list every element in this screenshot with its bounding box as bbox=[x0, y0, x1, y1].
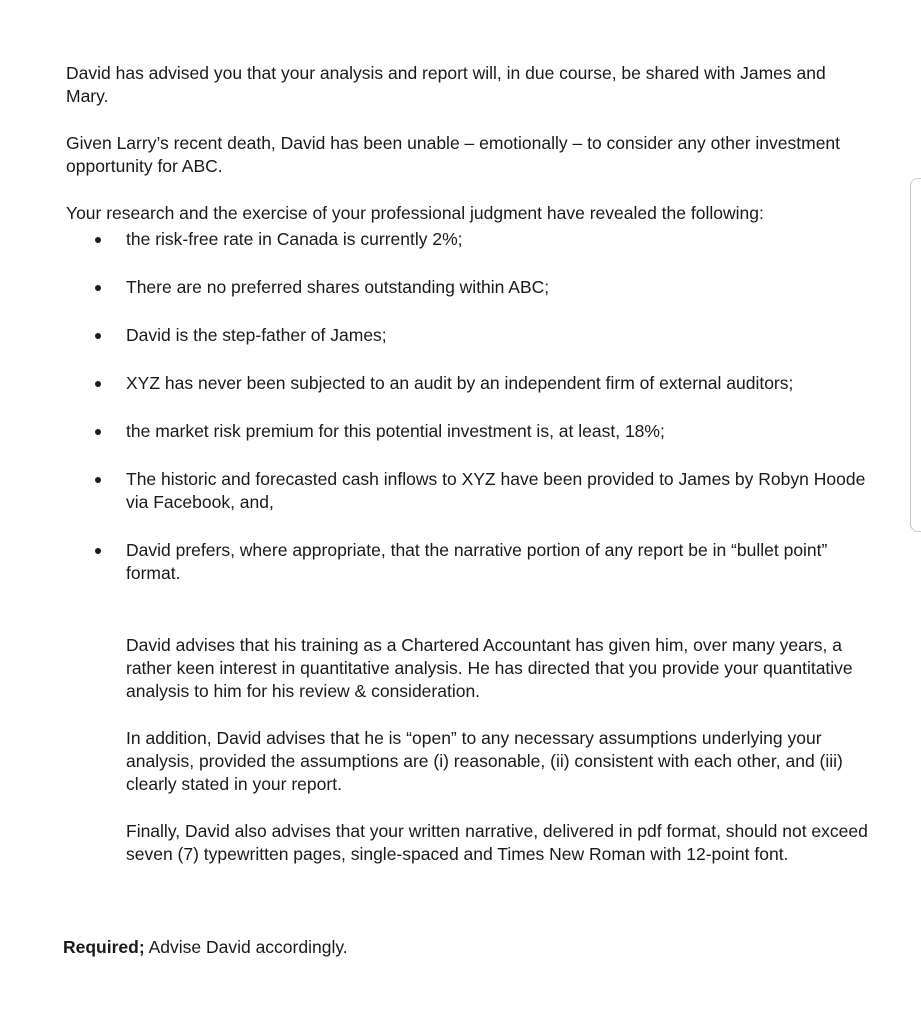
list-item bbox=[66, 276, 876, 299]
list-item bbox=[66, 372, 876, 395]
list-item bbox=[66, 324, 876, 347]
paragraph-larry-death: Given Larry’s recent death, David has been unable – emotionally – to consider any other investment opportunity for ABC. bbox=[66, 133, 841, 176]
list-item bbox=[66, 420, 876, 443]
bullet-icon bbox=[95, 285, 101, 291]
required-text: Advise David accordingly. bbox=[144, 937, 348, 957]
bullet-text: the market risk premium for this potential investment is, at least, 18%; bbox=[126, 421, 665, 441]
list-item bbox=[66, 468, 876, 514]
bullet-icon bbox=[95, 477, 101, 483]
bullet-text: David prefers, where appropriate, that the narrative portion of any report be in “bullet point” format. bbox=[126, 540, 828, 583]
bullet-text: XYZ has never been subjected to an audit by an independent firm of external auditors; bbox=[126, 373, 794, 393]
bullet-icon bbox=[95, 381, 101, 387]
bullet-icon bbox=[95, 548, 101, 554]
required-label: Required; bbox=[63, 937, 145, 957]
paragraph-quantitative-analysis: David advises that his training as a Chartered Accountant has given him, over many years, a rather keen interest in quantitative analysis. He has directed that you provide your quantitative analysis to him for his review & consideration. bbox=[126, 635, 853, 701]
list-item bbox=[66, 539, 876, 585]
findings-bullet-list bbox=[66, 228, 876, 610]
bullet-text: the risk-free rate in Canada is currently 2%; bbox=[126, 229, 463, 249]
side-panel-edge[interactable] bbox=[910, 178, 921, 532]
list-item bbox=[66, 228, 876, 251]
bullet-icon bbox=[95, 429, 101, 435]
bullet-icon bbox=[95, 333, 101, 339]
paragraph-assumptions: In addition, David advises that he is “open” to any necessary assumptions underlying your analysis, provided the assumptions are (i) reasonable, (ii) consistent with each other, and (iii) clearly stated in your report. bbox=[126, 728, 843, 794]
bullet-icon bbox=[95, 237, 101, 243]
paragraph-report-sharing: David has advised you that your analysis and report will, in due course, be shared with James and Mary. bbox=[66, 63, 826, 106]
bullet-text: There are no preferred shares outstanding within ABC; bbox=[126, 277, 550, 297]
paragraph-format-requirements: Finally, David also advises that your written narrative, delivered in pdf format, should not exceed seven (7) typewritten pages, single-spaced and Times New Roman with 12-point font. bbox=[126, 821, 868, 864]
bullet-text: David is the step-father of James; bbox=[126, 325, 387, 345]
required-statement bbox=[63, 936, 348, 959]
paragraph-research-intro: Your research and the exercise of your professional judgment have revealed the following: bbox=[66, 203, 764, 223]
bullet-text: The historic and forecasted cash inflows to XYZ have been provided to James by Robyn Hoode via Facebook, and, bbox=[126, 469, 866, 512]
